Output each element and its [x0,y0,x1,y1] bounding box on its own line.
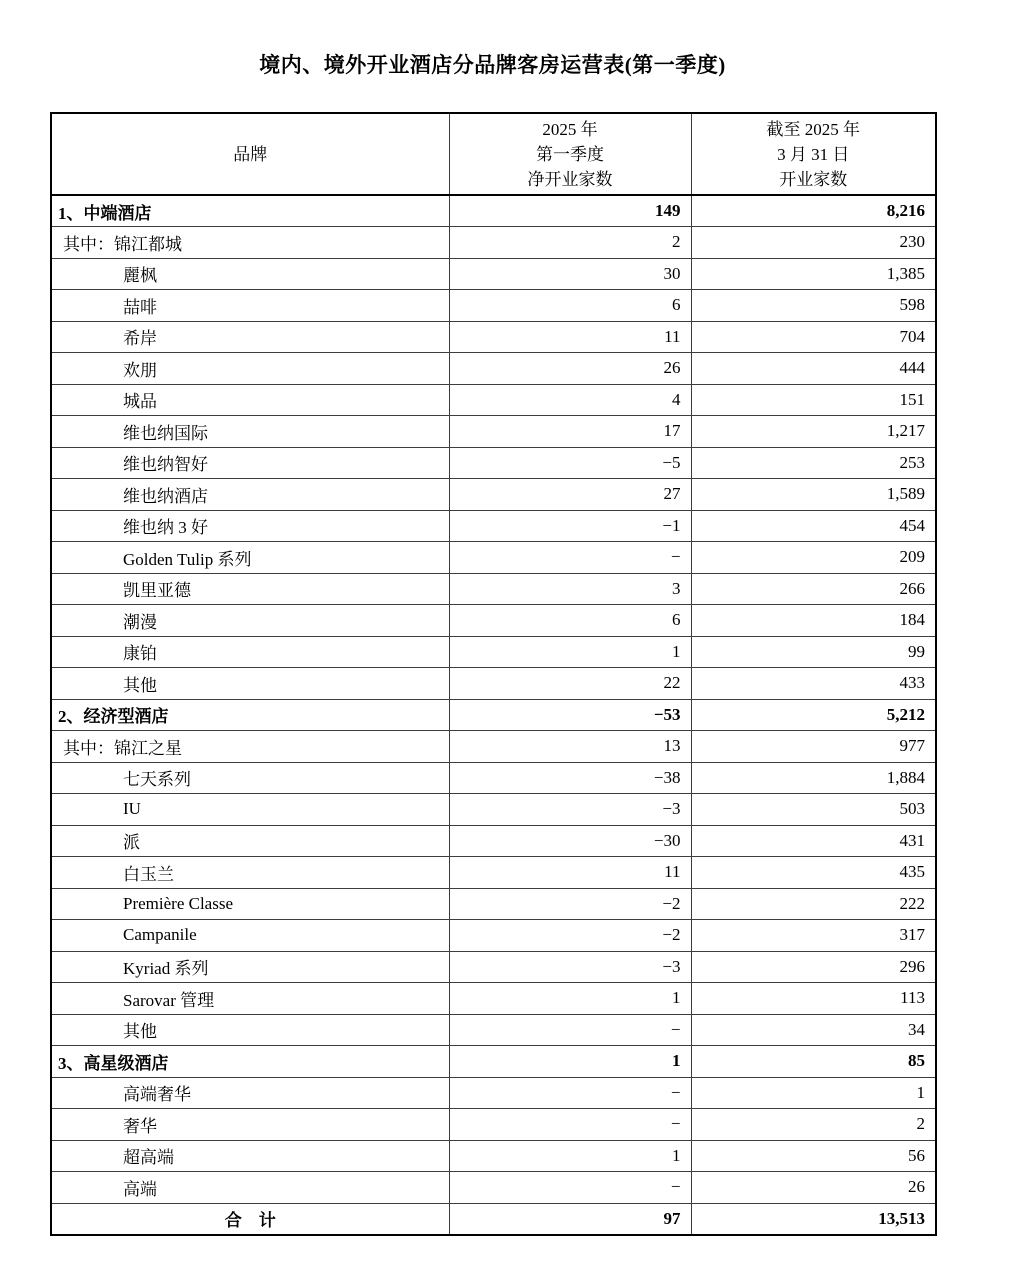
table-row [51,447,936,479]
brand-cell: 奢华 [51,1109,449,1141]
q1-header-line1: 2025 年 [542,119,598,139]
table-row [51,1172,936,1204]
q1-net-openings-cell: 6 [449,290,691,322]
brand-cell: 维也纳酒店 [51,479,449,511]
asof-openings-cell: 435 [691,857,936,889]
brand-header-label: 品牌 [233,144,268,164]
q1-net-openings-cell: − [449,1014,691,1046]
header-row [51,113,936,195]
brand-cell: Golden Tulip 系列 [51,542,449,574]
q1-net-openings-cell: −2 [449,888,691,920]
table-row [51,416,936,448]
q1-net-openings-cell: 1 [449,636,691,668]
brand-cell: Kyriad 系列 [51,951,449,983]
q1-net-openings-cell: 1 [449,983,691,1015]
table-row [51,479,936,511]
q1-column-header [449,113,691,195]
asof-openings-cell: 977 [691,731,936,763]
q1-net-openings-cell: −53 [449,699,691,731]
q1-net-openings-cell: 6 [449,605,691,637]
q1-net-openings-cell: 4 [449,384,691,416]
brand-cell: 高端奢华 [51,1077,449,1109]
brand-cell: 2、经济型酒店 [51,699,449,731]
asof-openings-cell: 34 [691,1014,936,1046]
asof-openings-cell: 503 [691,794,936,826]
asof-openings-cell: 151 [691,384,936,416]
table-row [51,258,936,290]
asof-openings-cell: 184 [691,605,936,637]
q1-net-openings-cell: −5 [449,447,691,479]
asof-openings-cell: 85 [691,1046,936,1078]
brand-cell: 城品 [51,384,449,416]
asof-header-line3: 开业家数 [779,169,848,189]
brand-cell: 其他 [51,1014,449,1046]
asof-openings-cell: 296 [691,951,936,983]
brand-cell: IU [51,794,449,826]
table-row [51,1109,936,1141]
brand-cell: 合 计 [51,1203,449,1235]
asof-openings-cell: 99 [691,636,936,668]
table-body [51,195,936,1235]
table-row [51,951,936,983]
q1-net-openings-cell: −2 [449,920,691,952]
q1-net-openings-cell: −3 [449,951,691,983]
asof-openings-cell: 5,212 [691,699,936,731]
asof-openings-cell: 2 [691,1109,936,1141]
q1-net-openings-cell: 1 [449,1046,691,1078]
brand-cell: 1、中端酒店 [51,195,449,227]
table-header [51,113,936,195]
table-row [51,353,936,385]
brand-cell: 其中：锦江之星 [51,731,449,763]
table-row [51,888,936,920]
table-row [51,983,936,1015]
asof-openings-cell: 230 [691,227,936,259]
table-row [51,794,936,826]
table-row [51,1203,936,1235]
table-row [51,857,936,889]
table-row [51,636,936,668]
asof-openings-cell: 1,385 [691,258,936,290]
brand-cell: 潮漫 [51,605,449,637]
table-row [51,1046,936,1078]
asof-openings-cell: 1,884 [691,762,936,794]
table-row [51,1140,936,1172]
asof-openings-cell: 56 [691,1140,936,1172]
asof-openings-cell: 26 [691,1172,936,1204]
table-row [51,290,936,322]
asof-openings-cell: 113 [691,983,936,1015]
brand-cell: 维也纳智好 [51,447,449,479]
brand-cell: 其他 [51,668,449,700]
table-row [51,195,936,227]
table-row [51,699,936,731]
table-row [51,510,936,542]
q1-net-openings-cell: 11 [449,321,691,353]
brand-cell: 喆啡 [51,290,449,322]
table-row [51,668,936,700]
hotel-brand-table [50,112,937,1236]
q1-net-openings-cell: 2 [449,227,691,259]
q1-net-openings-cell: 22 [449,668,691,700]
table-row [51,825,936,857]
brand-cell: 超高端 [51,1140,449,1172]
asof-column-header [691,113,936,195]
q1-net-openings-cell: −3 [449,794,691,826]
asof-openings-cell: 444 [691,353,936,385]
asof-openings-cell: 1 [691,1077,936,1109]
table-row [51,920,936,952]
brand-cell: 其中：锦江都城 [51,227,449,259]
q1-net-openings-cell: − [449,1172,691,1204]
table-row [51,1014,936,1046]
brand-cell: 维也纳国际 [51,416,449,448]
asof-header-line2: 3 月 31 日 [777,144,850,164]
table-row [51,731,936,763]
q1-net-openings-cell: −30 [449,825,691,857]
table-row [51,573,936,605]
brand-cell: 白玉兰 [51,857,449,889]
q1-net-openings-cell: − [449,542,691,574]
q1-net-openings-cell: 97 [449,1203,691,1235]
asof-openings-cell: 317 [691,920,936,952]
brand-cell: 派 [51,825,449,857]
q1-header-line3: 净开业家数 [527,169,613,189]
asof-openings-cell: 431 [691,825,936,857]
brand-cell: 欢朋 [51,353,449,385]
brand-cell: Sarovar 管理 [51,983,449,1015]
asof-openings-cell: 8,216 [691,195,936,227]
q1-net-openings-cell: −1 [449,510,691,542]
table-row [51,321,936,353]
table-row [51,542,936,574]
q1-net-openings-cell: 13 [449,731,691,763]
asof-openings-cell: 266 [691,573,936,605]
brand-cell: 七天系列 [51,762,449,794]
q1-net-openings-cell: 30 [449,258,691,290]
asof-openings-cell: 704 [691,321,936,353]
q1-net-openings-cell: 27 [449,479,691,511]
q1-net-openings-cell: 11 [449,857,691,889]
asof-openings-cell: 598 [691,290,936,322]
asof-openings-cell: 209 [691,542,936,574]
asof-openings-cell: 13,513 [691,1203,936,1235]
page-title: 境内、境外开业酒店分品牌客房运营表(第一季度) [259,53,726,77]
brand-cell: Première Classe [51,888,449,920]
q1-net-openings-cell: 17 [449,416,691,448]
brand-cell: 高端 [51,1172,449,1204]
brand-cell: 希岸 [51,321,449,353]
q1-net-openings-cell: 149 [449,195,691,227]
q1-net-openings-cell: − [449,1077,691,1109]
brand-cell: 维也纳 3 好 [51,510,449,542]
table-row [51,762,936,794]
asof-openings-cell: 253 [691,447,936,479]
asof-openings-cell: 1,217 [691,416,936,448]
asof-openings-cell: 433 [691,668,936,700]
brand-column-header [51,113,449,195]
q1-net-openings-cell: 26 [449,353,691,385]
brand-cell: 康铂 [51,636,449,668]
brand-cell: Campanile [51,920,449,952]
table-row [51,605,936,637]
asof-openings-cell: 454 [691,510,936,542]
table-row [51,384,936,416]
q1-net-openings-cell: − [449,1109,691,1141]
table-row [51,1077,936,1109]
q1-net-openings-cell: 1 [449,1140,691,1172]
brand-cell: 3、高星级酒店 [51,1046,449,1078]
asof-openings-cell: 1,589 [691,479,936,511]
table-row [51,227,936,259]
brand-cell: 凯里亚德 [51,573,449,605]
q1-net-openings-cell: 3 [449,573,691,605]
asof-openings-cell: 222 [691,888,936,920]
q1-net-openings-cell: −38 [449,762,691,794]
q1-header-line2: 第一季度 [536,144,604,164]
brand-cell: 麗枫 [51,258,449,290]
asof-header-line1: 截至 2025 年 [766,119,860,139]
